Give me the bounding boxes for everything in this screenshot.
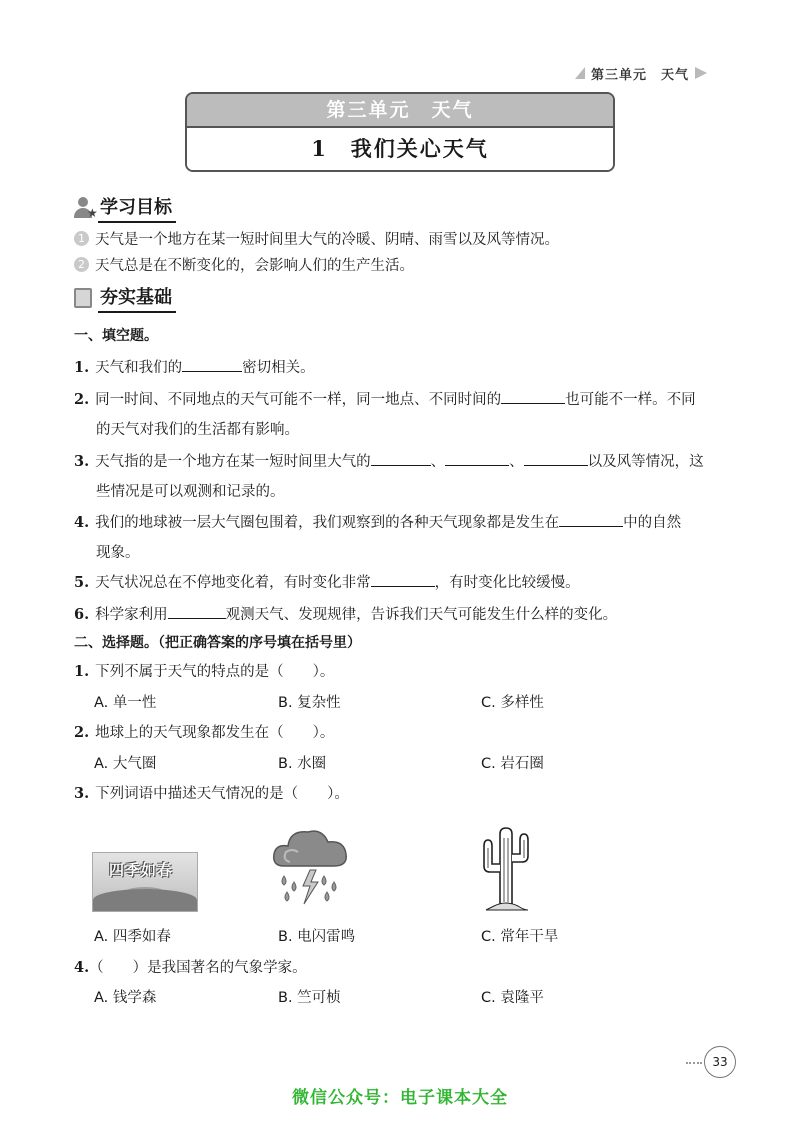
answer-blank[interactable] <box>182 357 242 372</box>
option-b[interactable]: B. 水圈 <box>278 756 327 772</box>
cactus-icon <box>478 826 534 912</box>
book-icon <box>74 288 92 308</box>
question-number: 4. <box>74 514 90 531</box>
question-text: 同一时间、不同地点的天气可能不一样，同一地点、不同时间的 <box>95 392 502 408</box>
question-text: ，有时变化比较缓慢。 <box>434 575 580 591</box>
option-b[interactable]: B. 复杂性 <box>278 695 341 711</box>
choice-question-2 <box>74 721 334 742</box>
goals-heading <box>74 193 176 223</box>
option-c[interactable]: C. 多样性 <box>481 695 544 711</box>
running-header <box>575 60 735 86</box>
goal-text: 天气是一个地方在某一短时间里大气的冷暖、阴晴、雨雪以及风等情况。 <box>95 232 559 248</box>
choice-title: 二、选择题。（把正确答案的序号填在括号里） <box>74 635 361 651</box>
goal-item <box>74 228 559 249</box>
question-number: 3. <box>74 453 90 470</box>
question-number: 6. <box>74 606 90 623</box>
fill-question-2 <box>74 388 696 409</box>
fill-question-3-cont: 些情况是可以观测和记录的。 <box>96 484 285 500</box>
answer-blank[interactable] <box>371 451 431 466</box>
choice-question-4 <box>74 956 307 977</box>
answer-blank[interactable] <box>559 512 623 527</box>
question-text: 密切相关。 <box>242 360 315 376</box>
question-text: 也可能不一样。不同 <box>565 392 696 408</box>
header-unit-label: 第三单元 天气 <box>591 67 690 83</box>
question-number: 1. <box>74 359 90 376</box>
page-number: 33 <box>704 1046 736 1078</box>
question-text: 我们的地球被一层大气圈包围着，我们观察到的各种天气现象都是发生在 <box>95 515 560 531</box>
triangle-left-icon <box>575 67 585 79</box>
option-a[interactable]: A. 单一性 <box>94 695 157 711</box>
basics-heading-label: 夯实基础 <box>98 283 176 313</box>
page-number-dots <box>686 1062 702 1066</box>
option-a[interactable]: A. 四季如春 <box>94 929 171 945</box>
answer-blank[interactable] <box>371 572 435 587</box>
spring-image-caption: 四季如春 <box>109 861 174 879</box>
fill-question-5 <box>74 571 580 592</box>
student-icon: ★ <box>74 197 96 219</box>
question-number: 5. <box>74 574 90 591</box>
option-c[interactable]: C. 岩石圈 <box>481 756 544 772</box>
question-number: 2. <box>74 391 90 408</box>
answer-blank[interactable] <box>524 451 588 466</box>
question-text: 以及风等情况，这 <box>587 454 704 470</box>
answer-blank[interactable] <box>168 604 226 619</box>
option-c[interactable]: C. 袁隆平 <box>481 990 544 1006</box>
choice-question-1 <box>74 660 334 681</box>
goal-number: 1 <box>74 231 89 246</box>
option-a[interactable]: A. 大气圈 <box>94 756 157 772</box>
lesson-title: 1 我们关心天气 <box>187 128 613 170</box>
unit-title: 第三单元 天气 <box>187 94 613 128</box>
choice-question-3 <box>74 782 349 803</box>
question-text: 天气指的是一个地方在某一短时间里大气的 <box>95 454 371 470</box>
question-text: 天气和我们的 <box>95 360 183 376</box>
answer-blank[interactable] <box>501 389 565 404</box>
thunderstorm-icon <box>270 822 350 908</box>
question-number: 1. <box>74 663 90 680</box>
goal-text: 天气总是在不断变化的，会影响人们的生产生活。 <box>95 258 414 274</box>
question-number: 4. <box>74 959 90 976</box>
option-b[interactable]: B. 电闪雷鸣 <box>278 929 356 945</box>
goals-heading-label: 学习目标 <box>98 193 176 223</box>
option-c[interactable]: C. 常年干旱 <box>481 929 559 945</box>
question-text: 科学家利用 <box>95 607 168 623</box>
option-a[interactable]: A. 钱学森 <box>94 990 157 1006</box>
option-b[interactable]: B. 竺可桢 <box>278 990 341 1006</box>
spring-scenery-image <box>92 852 198 912</box>
goal-number: 2 <box>74 257 89 272</box>
fill-question-3 <box>74 450 704 471</box>
goal-item <box>74 254 414 275</box>
fill-in-title: 一、填空题。 <box>74 328 158 344</box>
question-text: （ ）是我国著名的气象学家。 <box>89 960 307 976</box>
question-number: 3. <box>74 785 90 802</box>
question-text: 观测天气、发现规律，告诉我们天气可能发生什么样的变化。 <box>225 607 618 623</box>
question-text: 天气状况总在不停地变化着，有时变化非常 <box>95 575 371 591</box>
fill-question-1 <box>74 356 315 377</box>
question-number: 2. <box>74 724 90 741</box>
question-text: 下列不属于天气的特点的是（ ）。 <box>95 664 335 680</box>
question-text: 地球上的天气现象都发生在（ ）。 <box>95 725 335 741</box>
fill-question-4 <box>74 511 681 532</box>
title-box <box>185 92 615 172</box>
triangle-right-icon <box>695 67 707 79</box>
answer-blank[interactable] <box>445 451 509 466</box>
question-text: 下列词语中描述天气情况的是（ ）。 <box>95 786 349 802</box>
separator: 、 <box>430 454 446 470</box>
footer-watermark: 微信公众号：电子课本大全 <box>292 1088 508 1108</box>
separator: 、 <box>509 454 524 470</box>
question-text: 中的自然 <box>623 515 682 531</box>
fill-question-4-cont: 现象。 <box>96 545 140 561</box>
basics-heading <box>74 283 176 313</box>
fill-question-2-cont: 的天气对我们的生活都有影响。 <box>96 422 299 438</box>
fill-question-6 <box>74 603 617 624</box>
